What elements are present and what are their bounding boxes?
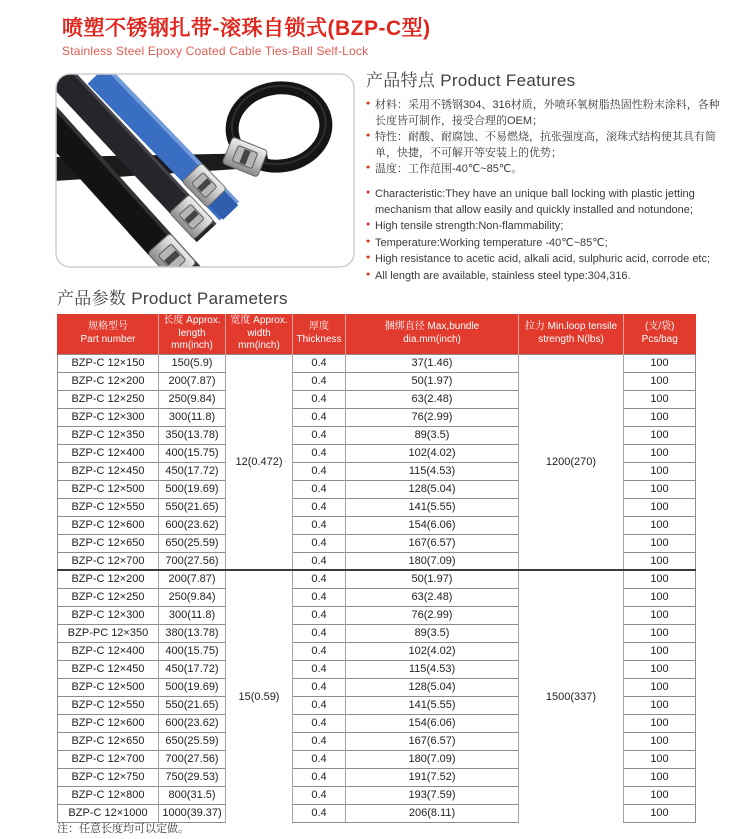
part-number-cell: BZP-C 12×650	[58, 732, 159, 750]
bundle-dia-cell: 141(5.55)	[346, 696, 519, 714]
bundle-dia-cell: 167(6.57)	[346, 534, 519, 552]
thickness-cell: 0.4	[293, 786, 346, 804]
pcs-bag-cell: 100	[624, 804, 696, 822]
thickness-cell: 0.4	[293, 462, 346, 480]
pcs-bag-cell: 100	[624, 462, 696, 480]
thickness-cell: 0.4	[293, 426, 346, 444]
length-cell: 150(5.9)	[159, 354, 226, 372]
features-section	[366, 66, 726, 286]
part-number-cell: BZP-C 12×200	[58, 372, 159, 390]
part-number-cell: BZP-C 12×600	[58, 714, 159, 732]
feature-item: ● 温度：工作范围-40℃~85℃。	[366, 162, 726, 178]
pcs-bag-cell: 100	[624, 678, 696, 696]
bundle-dia-cell: 193(7.59)	[346, 786, 519, 804]
col-header-pcs-bag: (支/袋) Pcs/bag	[624, 314, 696, 354]
part-number-cell: BZP-C 12×600	[58, 516, 159, 534]
features-list-en	[366, 187, 726, 285]
part-number-cell: BZP-C 12×500	[58, 480, 159, 498]
pcs-bag-cell: 100	[624, 768, 696, 786]
bundle-dia-cell: 89(3.5)	[346, 624, 519, 642]
parameters-table	[57, 314, 696, 823]
table-row	[58, 354, 696, 372]
col-header-length: 长度 Approx. length mm(inch)	[159, 314, 226, 354]
pcs-bag-cell: 100	[624, 714, 696, 732]
part-number-cell: BZP-C 12×250	[58, 588, 159, 606]
pcs-bag-cell: 100	[624, 660, 696, 678]
page-title-block	[62, 16, 431, 58]
length-cell: 650(25.59)	[159, 732, 226, 750]
bundle-dia-cell: 167(6.57)	[346, 732, 519, 750]
cable-tie-illustration	[55, 73, 355, 268]
part-number-cell: BZP-C 12×250	[58, 390, 159, 408]
part-number-cell: BZP-C 12×200	[58, 570, 159, 588]
part-number-cell: BZP-C 12×450	[58, 462, 159, 480]
pcs-bag-cell: 100	[624, 786, 696, 804]
col-header-width: 宽度 Approx. width mm(inch)	[226, 314, 293, 354]
thickness-cell: 0.4	[293, 408, 346, 426]
part-number-cell: BZP-C 12×300	[58, 408, 159, 426]
tensile-merged-cell: 1500(337)	[519, 570, 624, 822]
bundle-dia-cell: 50(1.97)	[346, 372, 519, 390]
bundle-dia-cell: 50(1.97)	[346, 570, 519, 588]
length-cell: 800(31.5)	[159, 786, 226, 804]
bundle-dia-cell: 37(1.46)	[346, 354, 519, 372]
length-cell: 300(11.8)	[159, 408, 226, 426]
part-number-cell: BZP-C 12×300	[58, 606, 159, 624]
length-cell: 600(23.62)	[159, 516, 226, 534]
params-table-body	[58, 354, 696, 822]
bundle-dia-cell: 180(7.09)	[346, 552, 519, 570]
pcs-bag-cell: 100	[624, 534, 696, 552]
thickness-cell: 0.4	[293, 390, 346, 408]
length-cell: 500(19.69)	[159, 480, 226, 498]
bundle-dia-cell: 63(2.48)	[346, 390, 519, 408]
length-cell: 550(21.65)	[159, 498, 226, 516]
pcs-bag-cell: 100	[624, 624, 696, 642]
bundle-dia-cell: 128(5.04)	[346, 480, 519, 498]
thickness-cell: 0.4	[293, 642, 346, 660]
thickness-cell: 0.4	[293, 804, 346, 822]
feature-item: ● All length are available, stainless steel type:304,316.	[366, 269, 726, 285]
pcs-bag-cell: 100	[624, 480, 696, 498]
part-number-cell: BZP-C 12×550	[58, 696, 159, 714]
thickness-cell: 0.4	[293, 552, 346, 570]
thickness-cell: 0.4	[293, 498, 346, 516]
thickness-cell: 0.4	[293, 480, 346, 498]
length-cell: 550(21.65)	[159, 696, 226, 714]
bundle-dia-cell: 115(4.53)	[346, 462, 519, 480]
parameters-table-header	[58, 314, 696, 354]
bundle-dia-cell: 154(6.06)	[346, 516, 519, 534]
length-cell: 400(15.75)	[159, 642, 226, 660]
length-cell: 380(13.78)	[159, 624, 226, 642]
bundle-dia-cell: 76(2.99)	[346, 408, 519, 426]
parameters-heading: 产品参数 Product Parameters	[57, 289, 288, 308]
feature-item: ● 特性：耐酸、耐腐蚀、不易燃烧，抗张强度高，滚珠式结构使其具有简单，快捷，不可解开等安装上的优势；	[366, 130, 726, 161]
bundle-dia-cell: 102(4.02)	[346, 444, 519, 462]
thickness-cell: 0.4	[293, 588, 346, 606]
page-title: 喷塑不锈钢扎带-滚珠自锁式(BZP-C型)	[62, 17, 431, 40]
pcs-bag-cell: 100	[624, 498, 696, 516]
thickness-cell: 0.4	[293, 660, 346, 678]
part-number-cell: BZP-C 12×400	[58, 642, 159, 660]
table-row	[58, 570, 696, 588]
thickness-cell: 0.4	[293, 354, 346, 372]
part-number-cell: BZP-C 12×650	[58, 534, 159, 552]
thickness-cell: 0.4	[293, 624, 346, 642]
length-cell: 700(27.56)	[159, 750, 226, 768]
page-subtitle: Stainless Steel Epoxy Coated Cable Ties-Ball Self-Lock	[62, 44, 369, 59]
feature-item: ● Temperature:Working temperature -40℃~85℃;	[366, 236, 726, 252]
length-cell: 400(15.75)	[159, 444, 226, 462]
pcs-bag-cell: 100	[624, 732, 696, 750]
pcs-bag-cell: 100	[624, 390, 696, 408]
pcs-bag-cell: 100	[624, 696, 696, 714]
length-cell: 1000(39.37)	[159, 804, 226, 822]
col-header-bundle-dia: 捆绑直径 Max,bundle dia.mm(inch)	[346, 314, 519, 354]
part-number-cell: BZP-C 12×550	[58, 498, 159, 516]
pcs-bag-cell: 100	[624, 408, 696, 426]
length-cell: 450(17.72)	[159, 660, 226, 678]
feature-item: ● High resistance to acetic acid, alkali acid, sulphuric acid, corrode etc;	[366, 252, 726, 268]
thickness-cell: 0.4	[293, 444, 346, 462]
thickness-cell: 0.4	[293, 750, 346, 768]
custom-length-note: 注：任意长度均可以定做。	[57, 823, 189, 835]
bundle-dia-cell: 141(5.55)	[346, 498, 519, 516]
thickness-cell: 0.4	[293, 732, 346, 750]
tensile-merged-cell: 1200(270)	[519, 354, 624, 570]
pcs-bag-cell: 100	[624, 354, 696, 372]
thickness-cell: 0.4	[293, 606, 346, 624]
part-number-cell: BZP-C 12×500	[58, 678, 159, 696]
length-cell: 250(9.84)	[159, 390, 226, 408]
features-heading: 产品特点 Product Features	[366, 71, 576, 90]
pcs-bag-cell: 100	[624, 588, 696, 606]
pcs-bag-cell: 100	[624, 444, 696, 462]
part-number-cell: BZP-C 12×400	[58, 444, 159, 462]
col-header-part-number: 规格型号 Part number	[58, 314, 159, 354]
length-cell: 200(7.87)	[159, 570, 226, 588]
bundle-dia-cell: 89(3.5)	[346, 426, 519, 444]
col-header-tensile: 拉力 Min.loop tensile strength N(lbs)	[519, 314, 624, 354]
pcs-bag-cell: 100	[624, 516, 696, 534]
product-photo	[55, 73, 355, 268]
length-cell: 500(19.69)	[159, 678, 226, 696]
pcs-bag-cell: 100	[624, 606, 696, 624]
thickness-cell: 0.4	[293, 570, 346, 588]
length-cell: 700(27.56)	[159, 552, 226, 570]
length-cell: 350(13.78)	[159, 426, 226, 444]
part-number-cell: BZP-C 12×1000	[58, 804, 159, 822]
bundle-dia-cell: 154(6.06)	[346, 714, 519, 732]
bundle-dia-cell: 206(8.11)	[346, 804, 519, 822]
part-number-cell: BZP-C 12×700	[58, 552, 159, 570]
part-number-cell: BZP-C 12×700	[58, 750, 159, 768]
col-header-thickness: 厚度 Thickness	[293, 314, 346, 354]
part-number-cell: BZP-C 12×150	[58, 354, 159, 372]
part-number-cell: BZP-C 12×350	[58, 426, 159, 444]
length-cell: 300(11.8)	[159, 606, 226, 624]
pcs-bag-cell: 100	[624, 750, 696, 768]
bundle-dia-cell: 128(5.04)	[346, 678, 519, 696]
thickness-cell: 0.4	[293, 516, 346, 534]
thickness-cell: 0.4	[293, 714, 346, 732]
length-cell: 750(29.53)	[159, 768, 226, 786]
part-number-cell: BZP-C 12×750	[58, 768, 159, 786]
length-cell: 250(9.84)	[159, 588, 226, 606]
thickness-cell: 0.4	[293, 678, 346, 696]
feature-item: ● High tensile strength:Non-flammability;	[366, 219, 726, 235]
part-number-cell: BZP-C 12×450	[58, 660, 159, 678]
bundle-dia-cell: 76(2.99)	[346, 606, 519, 624]
part-number-cell: BZP-C 12×800	[58, 786, 159, 804]
features-list-cn	[366, 98, 726, 178]
pcs-bag-cell: 100	[624, 426, 696, 444]
length-cell: 650(25.59)	[159, 534, 226, 552]
feature-item: ● 材料：采用不锈钢304、316材质，外喷环氧树脂热固性粉末涂料，各种长度皆可制作，接受合理的OEM；	[366, 98, 726, 129]
length-cell: 600(23.62)	[159, 714, 226, 732]
bundle-dia-cell: 180(7.09)	[346, 750, 519, 768]
thickness-cell: 0.4	[293, 372, 346, 390]
thickness-cell: 0.4	[293, 696, 346, 714]
pcs-bag-cell: 100	[624, 552, 696, 570]
bundle-dia-cell: 115(4.53)	[346, 660, 519, 678]
thickness-cell: 0.4	[293, 768, 346, 786]
thickness-cell: 0.4	[293, 534, 346, 552]
width-merged-cell: 15(0.59)	[226, 570, 293, 822]
length-cell: 200(7.87)	[159, 372, 226, 390]
length-cell: 450(17.72)	[159, 462, 226, 480]
part-number-cell: BZP-PC 12×350	[58, 624, 159, 642]
bundle-dia-cell: 63(2.48)	[346, 588, 519, 606]
pcs-bag-cell: 100	[624, 642, 696, 660]
pcs-bag-cell: 100	[624, 372, 696, 390]
bundle-dia-cell: 191(7.52)	[346, 768, 519, 786]
pcs-bag-cell: 100	[624, 570, 696, 588]
feature-item: ● Characteristic:They have an unique ball locking with plastic jetting mechanism that allow easily and quickly installed and notundone;	[366, 187, 726, 218]
bundle-dia-cell: 102(4.02)	[346, 642, 519, 660]
width-merged-cell: 12(0.472)	[226, 354, 293, 570]
